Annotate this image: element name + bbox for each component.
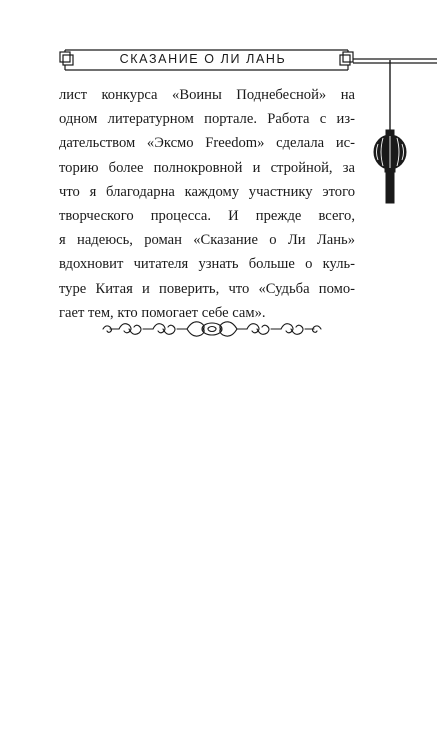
text-line: одном литературном портале. Работа с из- xyxy=(59,111,355,128)
text-line: творческого процесса. И прежде всего, xyxy=(59,208,355,225)
chinese-lantern-icon xyxy=(370,60,410,206)
cloud-scroll-ornament-icon xyxy=(99,318,325,340)
text-line: вдохновит читателя узнать больше о куль- xyxy=(59,256,355,273)
text-line: что я благодарна каждому участнику этого xyxy=(59,183,355,200)
text-line: туре Китая и поверить, что «Судьба помо- xyxy=(59,280,355,297)
text-line: дательством «Эксмо Freedom» сделала ис- xyxy=(59,135,355,152)
body-text xyxy=(59,83,355,325)
page-header-title: СКАЗАНИЕ О ЛИ ЛАНЬ xyxy=(119,52,287,66)
text-line: торию более полнокровной и стройной, за xyxy=(59,159,355,176)
text-line: гает тем, кто помогает себе сам». xyxy=(59,304,266,321)
text-line: я надеюсь, роман «Сказание о Ли Лань» xyxy=(59,232,355,249)
text-line: лист конкурса «Воины Поднебесной» на xyxy=(59,87,355,103)
